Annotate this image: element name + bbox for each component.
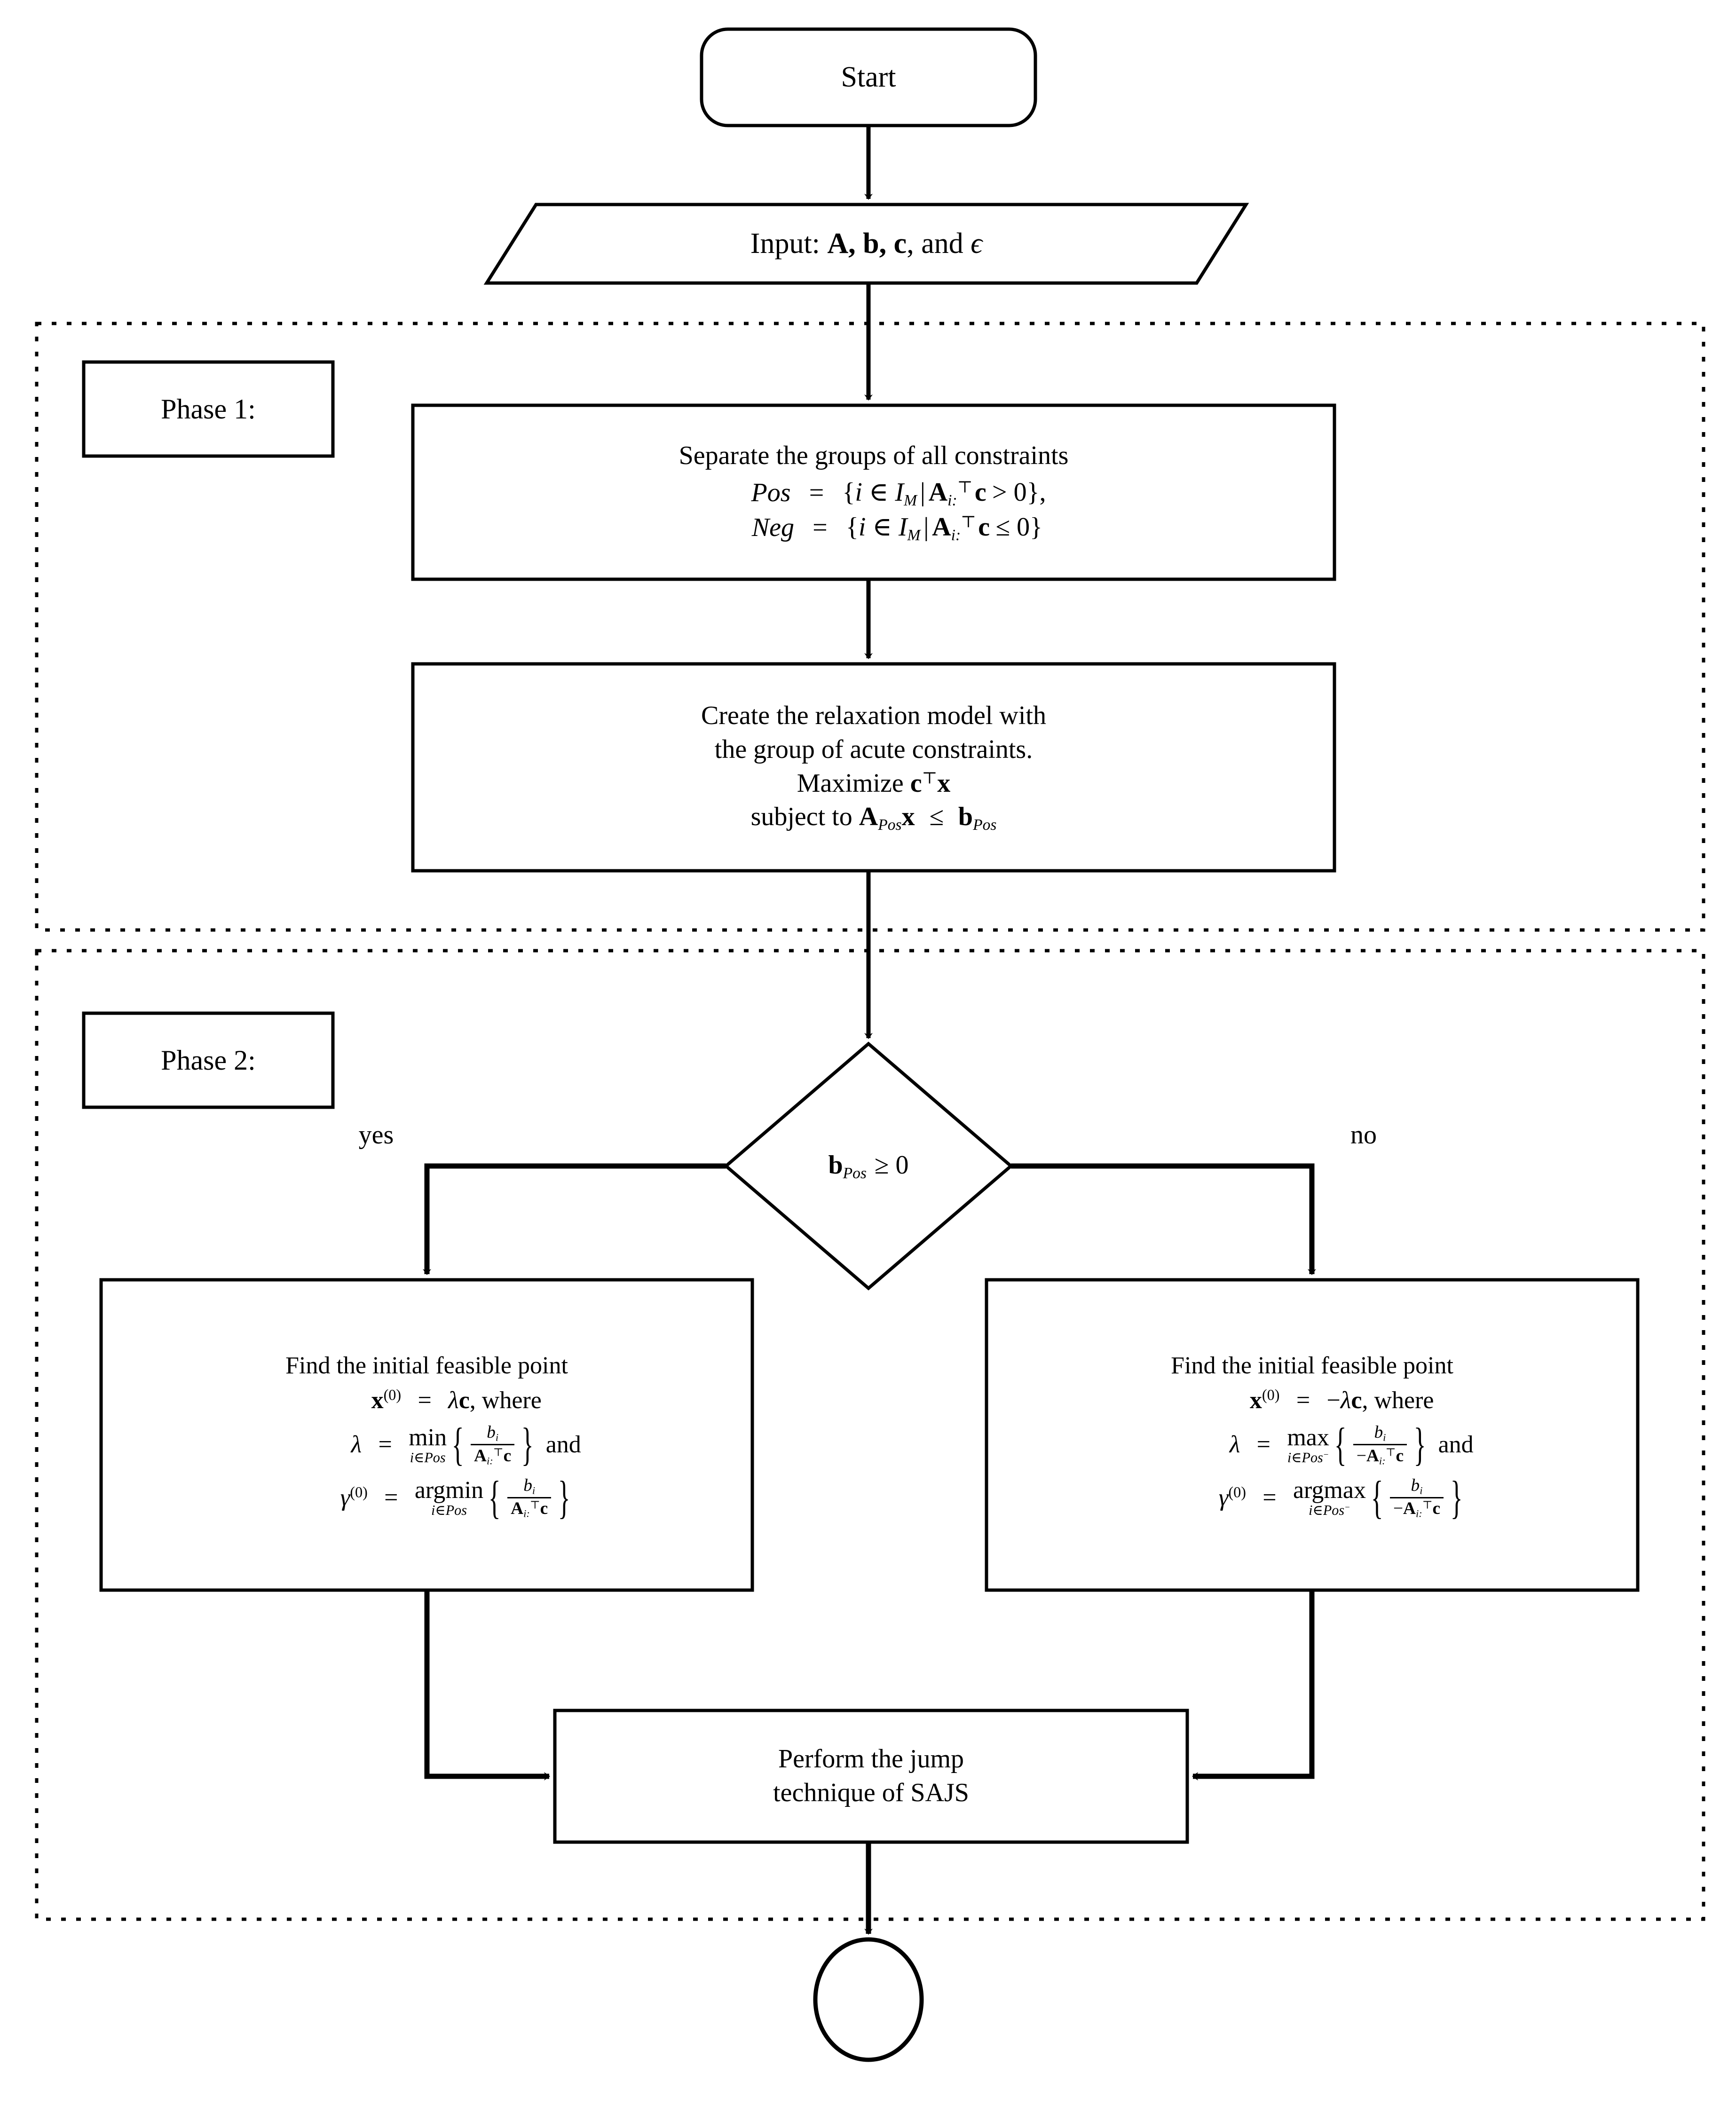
right-max-text: max [1287,1424,1329,1451]
right-max-operator [1287,1426,1329,1465]
right-x-symbol: x [1249,1387,1262,1414]
input-epsilon: ϵ [971,227,983,260]
left-lambda-label: λ [351,1431,362,1458]
relaxation-b-sub: Pos [973,816,997,834]
left-line1: Find the initial feasible point [285,1352,568,1379]
left-lambda-body [409,1419,581,1471]
phase1-label [84,362,333,456]
relaxation-relation: ≤ [929,802,944,832]
right-b-sub: i [1383,1431,1386,1443]
neg-relation: ≤ 0 [995,512,1030,542]
pos-transpose: ⊤ [957,478,973,496]
relaxation-transpose: ⊤ [922,769,938,788]
neg-transpose: ⊤ [961,512,976,531]
right-open-brace-2: { [1371,1472,1383,1523]
pos-relation: > 0 [992,477,1027,507]
left-argmin-text: argmin [414,1477,484,1504]
right-frac1-den [1353,1444,1407,1466]
pos-body [843,476,1046,511]
right-c: c [1351,1387,1362,1414]
right-frac2-den [1390,1497,1444,1520]
right-gamma-label [1157,1482,1246,1514]
right-A-sub: i: [1379,1455,1386,1467]
neg-set: i ∈ I [858,512,907,542]
connector-right-jump [1193,1590,1312,1776]
right-close-brace-1: } [1413,1419,1426,1471]
left-x-symbol: x [371,1387,384,1414]
left-A2: A [511,1499,524,1519]
right-argmax-limit-text: i∈Pos [1309,1502,1345,1519]
right-lambda-body [1287,1419,1474,1471]
left-gamma-equals: = [384,1484,398,1511]
relaxation-objective [797,767,951,801]
right-b2-sub: i [1420,1484,1423,1497]
left-close-brace-1: } [521,1419,534,1471]
phase1-label-text: Phase 1: [161,393,256,425]
left-gamma-superscript: (0) [350,1483,368,1500]
left-frac1-num [483,1423,501,1444]
relaxation-c: c [910,768,922,798]
right-where: , where [1362,1387,1434,1414]
relaxation-subject-word: subject to [750,802,859,832]
left-open-brace-2: { [488,1472,501,1523]
left-x-equals: = [418,1387,432,1414]
relaxation-x: x [937,768,951,798]
right-frac2-num [1408,1476,1426,1497]
yes-branch-label [329,1114,423,1157]
decision-label [726,1128,1011,1204]
pos-label: Pos [751,478,791,507]
left-den-c: c [503,1446,512,1466]
right-fraction-1 [1353,1423,1407,1467]
relaxation-constraint [751,800,997,835]
right-A2-sub: i: [1415,1508,1422,1520]
left-min-limit: i∈Pos [410,1449,446,1466]
start-node-label [702,29,1035,126]
left-lambda-equation [272,1419,581,1471]
right-x-equation [1191,1385,1434,1417]
left-fraction-2 [507,1476,551,1520]
right-argmax-text: argmax [1293,1477,1366,1504]
left-argmin-operator [415,1478,483,1517]
left-A-sub: i: [487,1455,493,1467]
right-x-superscript: (0) [1262,1386,1280,1403]
decision-condition [828,1149,908,1183]
pos-set: i ∈ I [855,477,904,507]
right-A-transpose: ⊤ [1385,1446,1396,1458]
relaxation-line1: Create the relaxation model with [701,701,1046,731]
neg-close-brace: } [1030,512,1043,542]
left-and-word: and [545,1431,581,1458]
relaxation-label [413,664,1334,871]
neg-body [846,511,1042,545]
neg-open-brace: { [845,512,859,542]
pos-open-brace: { [842,477,855,507]
separate-pos-equation [702,476,1046,511]
left-x-equation [312,1385,542,1417]
neg-cvec: c [978,512,990,542]
right-open-brace-1: { [1334,1419,1347,1471]
left-b-sub: i [495,1431,499,1443]
right-den2-c: c [1432,1499,1441,1519]
connector-yes-branch [427,1166,726,1274]
right-argmax-limit [1309,1503,1350,1517]
left-open-brace-1: { [451,1419,464,1471]
pos-matrix: A [928,477,948,507]
left-close-brace-2: } [558,1472,570,1523]
left-b2: b [523,1475,532,1495]
pos-close-brace: }, [1026,477,1046,507]
left-A2-transpose: ⊤ [529,1499,540,1512]
separate-groups-label [413,405,1334,579]
relaxation-line2: the group of acute constraints. [714,735,1033,764]
decision-b-sub: Pos [843,1165,867,1182]
right-A: A [1366,1446,1379,1466]
right-lambda-equals: = [1256,1431,1270,1458]
input-node-label [487,205,1246,283]
left-gamma-body [414,1472,575,1523]
right-b2: b [1411,1475,1420,1495]
right-close-brace-2: } [1450,1472,1463,1523]
right-gamma-superscript: (0) [1228,1483,1246,1500]
left-frac1-den [471,1444,514,1466]
right-argmax-limit-sup: − [1344,1503,1350,1513]
neg-matrix: A [932,512,951,542]
right-max-limit-sup: − [1323,1450,1329,1460]
end-shape [815,1939,922,2060]
left-x-superscript: (0) [383,1386,402,1403]
separate-neg-equation [705,511,1042,545]
left-gamma-symbol: γ [340,1484,350,1511]
input-prefix: Input: [750,227,828,260]
right-line1: Find the initial feasible point [1171,1352,1453,1379]
left-b2-sub: i [532,1484,536,1497]
phase2-label-text: Phase 2: [161,1044,256,1076]
right-minus: − [1326,1387,1341,1414]
right-branch-label [986,1280,1638,1590]
relaxation-b: b [958,802,973,832]
jump-line2: technique of SAJS [773,1778,969,1807]
neg-set-sub: M [907,526,921,544]
neg-label: Neg [751,513,794,543]
right-fraction-2 [1390,1476,1444,1520]
right-A2: A [1403,1499,1416,1519]
right-frac1-num [1371,1423,1389,1444]
connector-no-branch [1011,1166,1312,1274]
relaxation-maximize-word: Maximize [797,768,910,798]
pos-bar: | [920,477,925,507]
decision-b: b [828,1150,843,1180]
left-branch-label [101,1280,752,1590]
input-label-text [750,225,982,262]
right-A2-transpose: ⊤ [1422,1499,1433,1512]
right-x-body [1327,1385,1434,1417]
relaxation-x2: x [901,802,915,832]
right-gamma-body [1293,1472,1468,1523]
right-max-limit [1287,1450,1329,1465]
right-gamma-symbol: γ [1218,1484,1229,1511]
phase2-label [84,1013,333,1107]
neg-matrix-sub: i: [951,526,961,544]
yes-label-text: yes [358,1120,394,1150]
right-x-label [1191,1385,1280,1417]
right-max-limit-text: i∈Pos [1287,1449,1323,1466]
left-argmin-limit: i∈Pos [431,1502,467,1519]
left-A-transpose: ⊤ [493,1446,504,1458]
pos-set-sub: M [904,491,917,509]
left-gamma-equation [278,1472,575,1523]
left-gamma-label [278,1482,368,1514]
left-den2-c: c [540,1499,548,1519]
neg-bar: | [923,512,929,542]
left-x-body [448,1385,542,1417]
pos-equals: = [809,478,824,507]
left-lambda-equals: = [378,1431,392,1458]
left-min-text: min [409,1424,447,1451]
right-den-c: c [1396,1446,1404,1466]
start-label-text: Start [841,61,896,93]
jump-label [555,1710,1187,1842]
right-gamma-equation [1157,1472,1468,1523]
relaxation-A: A [859,802,878,832]
input-symbols: A, b, c [827,227,907,260]
left-frac2-num [520,1476,538,1497]
right-den-minus: − [1356,1446,1366,1466]
pos-matrix-sub: i: [947,491,957,509]
right-x-equals: = [1296,1387,1310,1414]
neg-equals: = [813,513,828,543]
no-label-text: no [1350,1120,1377,1150]
input-conj: , and [907,227,971,260]
left-lambda: λ [448,1387,459,1414]
connector-left-jump [427,1590,549,1776]
left-A2-sub: i: [523,1508,530,1520]
no-branch-label [1317,1114,1411,1157]
right-argmax-operator [1293,1478,1366,1517]
left-b: b [487,1422,496,1442]
right-den2-minus: − [1393,1499,1403,1519]
decision-relation: ≥ 0 [874,1150,909,1180]
right-and-word: and [1438,1431,1474,1458]
left-min-operator [409,1426,447,1465]
pos-cvec: c [974,477,986,507]
left-x-label [312,1385,401,1417]
right-b: b [1374,1422,1383,1442]
left-where: , where [469,1387,542,1414]
left-c: c [458,1387,470,1414]
left-fraction-1 [471,1423,514,1467]
right-lambda: λ [1340,1387,1351,1414]
right-gamma-equals: = [1263,1484,1277,1511]
relaxation-A-sub: Pos [878,816,902,834]
right-lambda-equation [1151,1419,1474,1471]
separate-line1: Separate the groups of all constraints [679,441,1069,471]
right-lambda-label: λ [1229,1431,1240,1458]
left-frac2-den [507,1497,551,1520]
jump-line1: Perform the jump [778,1744,964,1774]
left-A: A [474,1446,487,1466]
